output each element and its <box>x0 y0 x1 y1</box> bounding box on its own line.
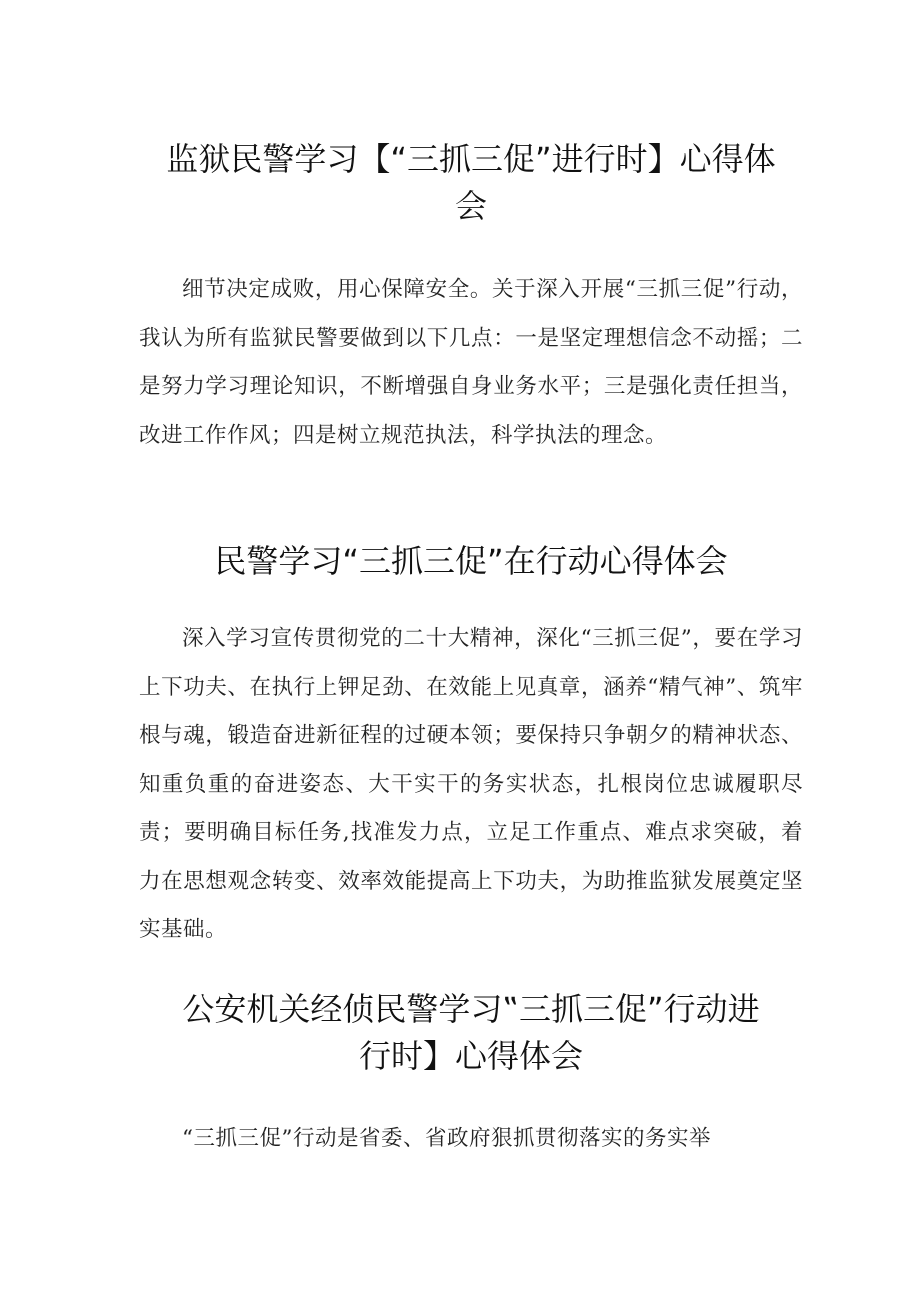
section-1-title <box>139 136 803 230</box>
section-1-title-line-1: 监狱民警学习【“三抓三促”进行时】心得体 <box>166 140 776 178</box>
section-3-title-line-1: 公安机关经侦民警学习‟三抓三促”行动进 <box>182 990 760 1028</box>
section-1-body: 细节决定成败，用心保障安全。关于深入开展“三抓三促”行动，我认为所有监狱民警要做到以下几点：一是坚定理想信念不动摇；二是努力学习理论知识，不断增强自身业务水平；三是强化责任担当，改进工作作风；四是树立规范执法，科学执法的理念。 <box>139 277 803 448</box>
section-2-title <box>139 538 803 585</box>
section-1-title-line-2: 会 <box>454 187 487 225</box>
section-3-title-line-2: 行时】心得体会 <box>358 1037 583 1075</box>
section-3-body: “三抓三促”行动是省委、省政府狠抓贯彻落实的务实举 <box>182 1126 711 1151</box>
section-3-title <box>139 986 803 1080</box>
section-2-title-line-1: 民警学习“三抓三促”在行动心得体会 <box>214 542 728 580</box>
section-2-body: 深入学习宣传贯彻党的二十大精神，深化“三抓三促”，要在学习上下功夫、在执行上钾足劲、在效能上见真章，涵养“精气神”、筑牢根与魂，锻造奋进新征程的过硬本领；要保持只争朝夕的精神状态、知重负重的奋进姿态、大干实干的务实状态，扎根岗位忠诚履职尽责；要明确目标任务,找准发力点，立足工作重点、难点求突破，着力在思想观念转变、效率效能提高上下功夫，为助推监狱发展奠定坚实基础。 <box>139 626 803 942</box>
